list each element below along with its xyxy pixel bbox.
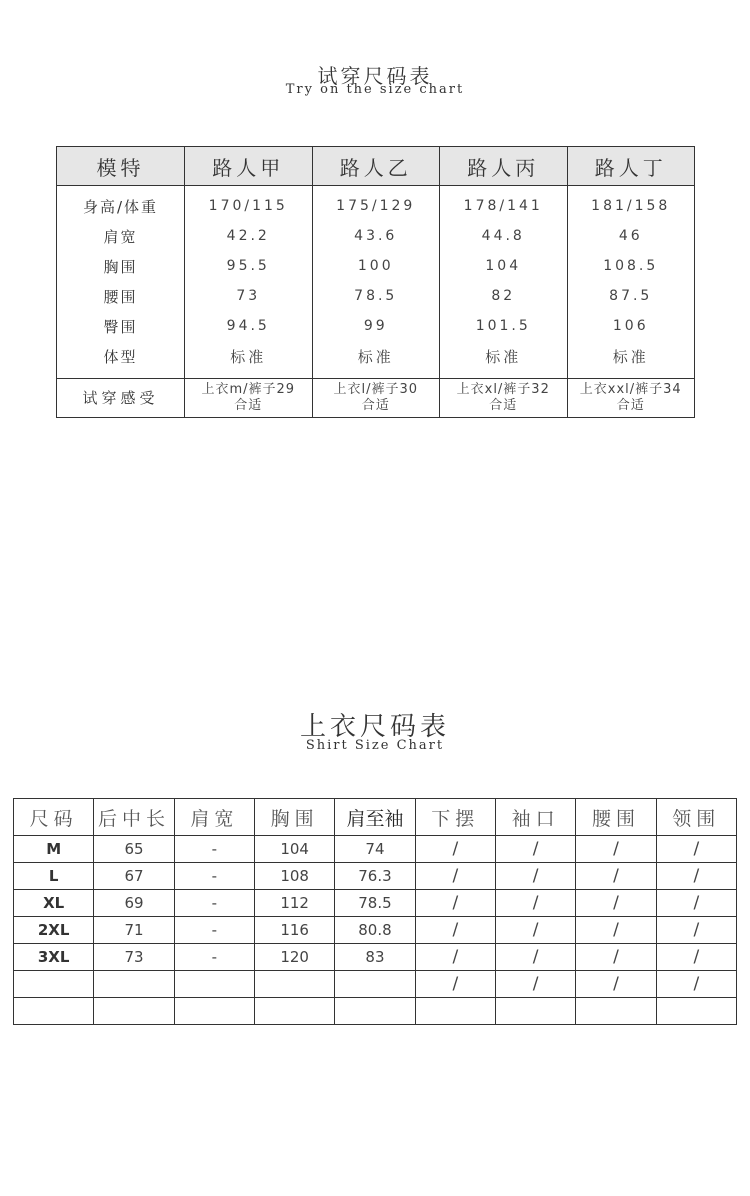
table-cell: 76.3 [335,863,415,890]
tryon-header-row [57,147,695,186]
table-cell: 71 [94,917,174,944]
table-cell: 标准 [312,341,440,379]
tryon-subtitle: Try on the size chart [285,82,465,97]
table-cell: 82 [440,281,568,311]
row-label: 体型 [57,341,185,379]
table-cell: 108 [254,863,334,890]
table-cell: 87.5 [567,281,695,311]
feel-verdict: 合适 [489,398,518,413]
row-label: 肩宽 [57,221,185,251]
feel-verdict: 合适 [361,398,390,413]
table-cell: - [174,890,254,917]
table-cell: / [576,971,656,998]
size-cell: 3XL [14,944,94,971]
table-cell [254,971,334,998]
header-collar: 领围 [656,799,736,836]
header-person-c: 路人丙 [440,147,568,186]
table-cell: 67 [94,863,174,890]
row-label: 腰围 [57,281,185,311]
feel-sizes: 上衣xxl/裤子34 [579,382,682,397]
shirt-header-row [14,799,737,836]
header-chest: 胸围 [254,799,334,836]
table-cell: / [415,944,495,971]
table-cell: 44.8 [440,221,568,251]
table-cell: 65 [94,836,174,863]
table-cell [335,971,415,998]
table-cell: 116 [254,917,334,944]
table-cell [440,379,568,418]
table-cell: 101.5 [440,311,568,341]
table-cell: 175/129 [312,186,440,222]
tryon-row-hip [57,311,695,341]
table-cell: / [495,971,575,998]
header-shoulder: 肩宽 [174,799,254,836]
table-cell: 170/115 [185,186,313,222]
table-cell: / [656,836,736,863]
row-label: 试穿感受 [57,379,185,418]
table-cell: 112 [254,890,334,917]
table-cell [185,379,313,418]
table-row [14,890,737,917]
table-cell: / [415,917,495,944]
table-cell [656,998,736,1025]
row-label: 身高/体重 [57,186,185,222]
table-cell: / [415,863,495,890]
table-cell: 100 [312,251,440,281]
table-cell: 120 [254,944,334,971]
tryon-row-height-weight [57,186,695,222]
table-cell: 42.2 [185,221,313,251]
table-cell: - [174,863,254,890]
table-cell: / [576,944,656,971]
table-cell: 104 [254,836,334,863]
header-model: 模特 [57,147,185,186]
size-cell: L [14,863,94,890]
table-cell [174,998,254,1025]
table-cell: / [415,971,495,998]
shirt-size-table [13,798,737,1025]
shirt-subtitle: Shirt Size Chart [305,738,445,753]
size-cell [14,971,94,998]
table-cell [567,379,695,418]
table-cell [576,998,656,1025]
table-cell: 95.5 [185,251,313,281]
tryon-row-chest [57,251,695,281]
table-cell: / [495,863,575,890]
size-cell [14,998,94,1025]
table-row [14,971,737,998]
table-cell: / [576,890,656,917]
table-row [14,998,737,1025]
feel-verdict: 合适 [234,398,263,413]
table-cell: 99 [312,311,440,341]
feel-sizes: 上衣l/裤子30 [333,382,419,397]
table-cell: / [656,971,736,998]
shirt-title: 上衣尺码表 [299,712,450,742]
table-cell: 73 [185,281,313,311]
table-row [14,863,737,890]
table-cell: / [495,944,575,971]
table-cell: / [656,890,736,917]
tryon-row-waist [57,281,695,311]
table-cell: 178/141 [440,186,568,222]
table-cell: 83 [335,944,415,971]
table-cell: 78.5 [312,281,440,311]
table-cell: 标准 [567,341,695,379]
table-cell: 106 [567,311,695,341]
header-sleeve: 肩至袖 [335,799,415,836]
table-cell: / [576,863,656,890]
header-back-length: 后中长 [94,799,174,836]
feel-sizes: 上衣xl/裤子32 [456,382,550,397]
feel-verdict: 合适 [616,398,645,413]
table-cell [254,998,334,1025]
tryon-size-table [56,146,695,418]
table-cell: 108.5 [567,251,695,281]
row-label: 胸围 [57,251,185,281]
table-row [14,944,737,971]
table-cell: 80.8 [335,917,415,944]
table-cell: / [656,917,736,944]
table-cell [335,998,415,1025]
table-cell: / [415,836,495,863]
table-cell: - [174,836,254,863]
table-row [14,917,737,944]
table-cell: 69 [94,890,174,917]
table-cell [312,379,440,418]
table-cell: 73 [94,944,174,971]
feel-sizes: 上衣m/裤子29 [201,382,296,397]
table-cell: / [415,890,495,917]
table-cell [94,998,174,1025]
tryon-row-shoulder [57,221,695,251]
header-cuff: 袖口 [495,799,575,836]
header-person-a: 路人甲 [185,147,313,186]
tryon-row-body-type [57,341,695,379]
table-cell: 标准 [440,341,568,379]
table-cell: 43.6 [312,221,440,251]
table-cell: - [174,917,254,944]
header-person-d: 路人丁 [567,147,695,186]
table-cell: / [495,890,575,917]
table-cell: / [576,917,656,944]
table-cell: 78.5 [335,890,415,917]
table-cell: - [174,944,254,971]
table-cell: / [656,863,736,890]
size-cell: M [14,836,94,863]
header-size: 尺码 [14,799,94,836]
size-cell: XL [14,890,94,917]
table-cell [415,998,495,1025]
table-cell [94,971,174,998]
header-person-b: 路人乙 [312,147,440,186]
table-cell [174,971,254,998]
table-cell: 标准 [185,341,313,379]
header-hem: 下摆 [415,799,495,836]
tryon-row-feel [57,379,695,418]
table-cell: / [656,944,736,971]
table-row [14,836,737,863]
table-cell: 181/158 [567,186,695,222]
header-waist: 腰围 [576,799,656,836]
size-cell: 2XL [14,917,94,944]
table-cell: 46 [567,221,695,251]
table-cell: / [576,836,656,863]
table-cell [495,998,575,1025]
table-cell: / [495,836,575,863]
table-cell: / [495,917,575,944]
table-cell: 104 [440,251,568,281]
table-cell: 94.5 [185,311,313,341]
table-cell: 74 [335,836,415,863]
row-label: 臀围 [57,311,185,341]
tryon-title: 试穿尺码表 [317,64,433,88]
